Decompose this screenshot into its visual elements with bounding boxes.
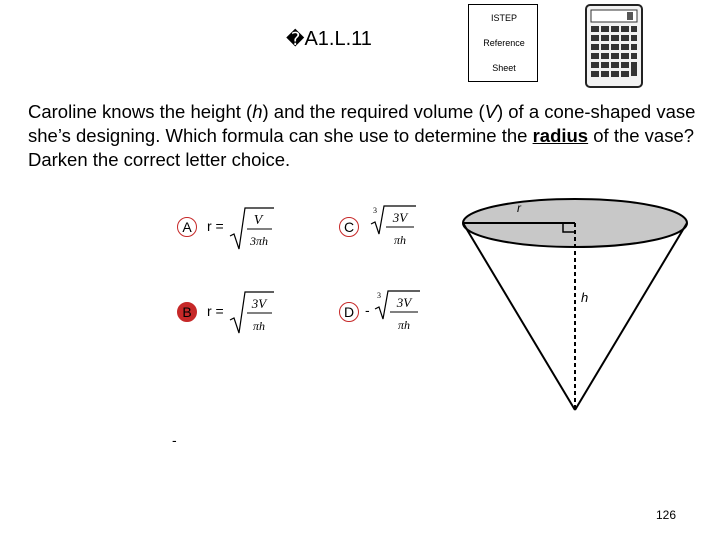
question-part: ) and the required volume (: [262, 101, 485, 122]
choice-d-prefix: -: [365, 302, 370, 318]
height-label: h: [581, 290, 589, 305]
page-title: [286, 28, 372, 51]
choice-c-denominator: πh: [393, 233, 407, 247]
choice-b-numerator: 3V: [251, 296, 267, 311]
height-variable: h: [252, 101, 263, 122]
question-part: Caroline knows the height (: [28, 101, 253, 122]
choice-a-formula: [228, 204, 276, 252]
choice-b-letter: B: [182, 304, 192, 320]
choice-c-letter: C: [343, 219, 355, 235]
choice-d-denominator: πh: [397, 318, 411, 332]
unknown-glyph: �: [286, 29, 305, 50]
volume-variable: V: [484, 101, 497, 122]
choice-b-denominator: πh: [252, 319, 266, 333]
choice-a-bubble[interactable]: [177, 217, 197, 237]
choice-c[interactable]: [339, 217, 359, 237]
question-part: ) of a cone-shaped vase she’s designing. Which formula can she use to determine the: [28, 101, 696, 146]
reference-line-sheet: Sheet: [492, 63, 516, 73]
choice-d-bubble[interactable]: [339, 302, 359, 322]
calculator-icon[interactable]: [585, 4, 643, 88]
lesson-code: A1.L.11: [304, 28, 372, 50]
choice-b-prefix: r =: [207, 303, 224, 319]
question-part: of the vase? Darken the correct letter choice.: [28, 125, 695, 170]
svg-text:3: 3: [373, 206, 377, 215]
choice-b-bubble[interactable]: [177, 302, 197, 322]
cone-right-edge: [575, 223, 687, 410]
choice-c-numerator: 3V: [392, 210, 408, 225]
choice-b[interactable]: [177, 302, 197, 322]
choice-a-prefix: r =: [207, 218, 224, 234]
choice-d[interactable]: [339, 302, 359, 322]
question-text: [28, 100, 700, 172]
choice-a[interactable]: [177, 217, 197, 237]
reference-line-istep: ISTEP: [490, 13, 517, 23]
choice-b-formula: [228, 288, 276, 336]
cone-left-edge: [463, 223, 575, 410]
radius-emphasis: radius: [532, 125, 589, 146]
choice-c-bubble[interactable]: [339, 217, 359, 237]
stray-dash: -: [172, 432, 177, 448]
svg-text:3: 3: [377, 291, 381, 300]
choice-d-formula: [374, 287, 422, 335]
choice-c-formula: [370, 202, 418, 250]
cone-diagram: [455, 190, 695, 420]
choice-a-numerator: V: [253, 213, 263, 228]
choice-d-numerator: 3V: [396, 295, 412, 310]
reference-sheet-box[interactable]: [468, 4, 538, 82]
choice-a-letter: A: [182, 219, 192, 235]
choice-d-letter: D: [343, 304, 355, 320]
page-number: 126: [655, 508, 676, 522]
radius-label: r: [517, 201, 521, 215]
reference-line-reference: Reference: [483, 38, 525, 48]
choice-a-denominator: 3πh: [249, 234, 269, 248]
